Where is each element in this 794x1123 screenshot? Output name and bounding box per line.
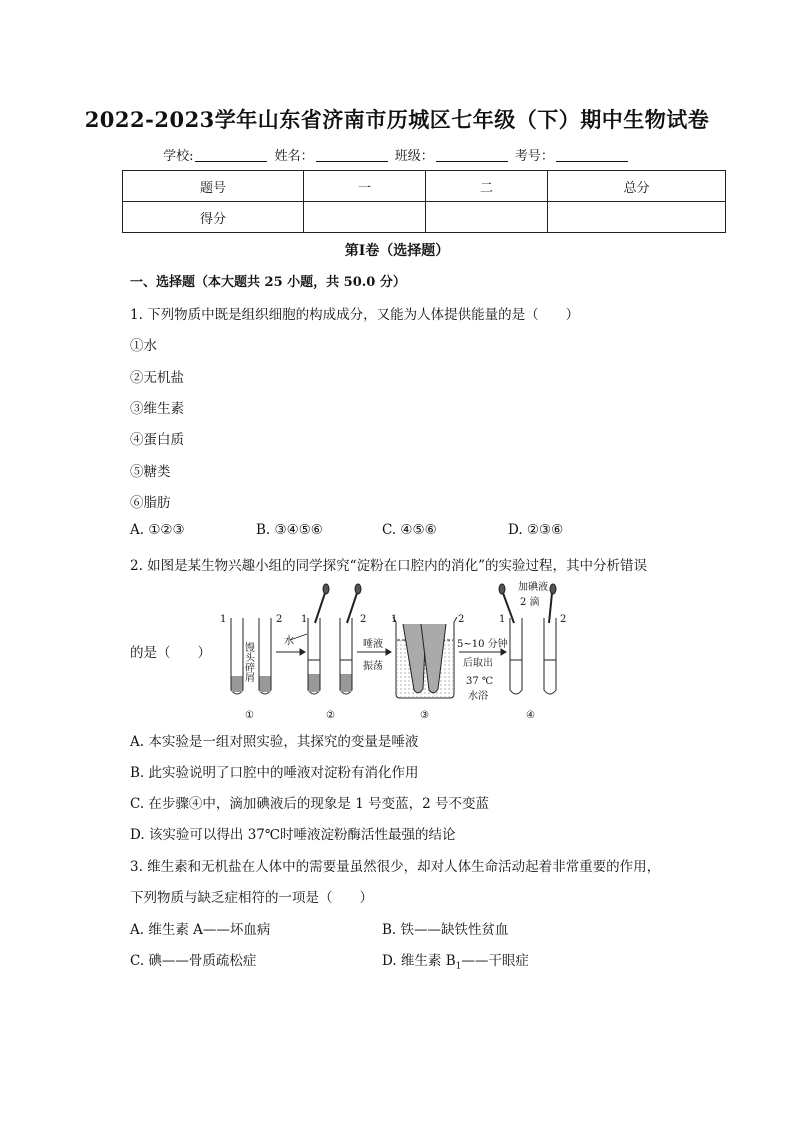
q3-option-b[interactable]: B. 铁——缺铁性贫血: [382, 922, 509, 938]
score-cell: 得分: [123, 202, 304, 233]
q1-option-c[interactable]: C. ④⑤⑥: [382, 522, 437, 538]
q2-stem-cont: 的是（ ）: [130, 645, 211, 661]
q1-stem: 1. 下列物质中既是组织细胞的构成成分，又能为人体提供能量的是（ ）: [130, 307, 580, 323]
step-label: ③: [420, 710, 429, 720]
score-input-cell[interactable]: [548, 202, 726, 233]
name-blank[interactable]: [316, 149, 388, 162]
q3-stem-cont: 下列物质与缺乏症相符的一项是（ ）: [130, 890, 373, 906]
q3-option-d[interactable]: [382, 949, 529, 972]
class-blank[interactable]: [436, 149, 508, 162]
test-tube-1-step1: [231, 618, 243, 694]
school-label: 学校:: [163, 149, 194, 164]
time-label: 5~10 分钟: [457, 639, 508, 650]
tube-number-label: 2: [560, 614, 567, 625]
name-label: 姓名：: [274, 149, 314, 164]
dropper-icon: [315, 584, 329, 623]
q1-item: ⑥脂肪: [130, 495, 171, 511]
class-label: 班级：: [394, 149, 434, 164]
q2-option-c[interactable]: C. 在步骤④中，滴加碘液后的现象是 1 号变蓝，2 号不变蓝: [130, 796, 489, 812]
q3-option-d-tail: ——干眼症: [461, 953, 529, 969]
test-tube-2-step4: [544, 618, 556, 694]
bath-label: 水浴: [468, 691, 488, 702]
test-tube-1-step2: [308, 618, 320, 694]
q3-option-c[interactable]: C. 碘——骨质疏松症: [130, 953, 257, 969]
tube-number-label: 1: [499, 614, 506, 625]
water-label: 水: [284, 636, 294, 647]
score-table: [122, 170, 726, 233]
q1-item: ③维生素: [130, 401, 184, 417]
exam-title: 2022-2023学年山东省济南市历城区七年级（下）期中生物试卷: [84, 107, 710, 132]
iodine-drops-label: 2 滴: [520, 597, 540, 608]
q1-option-d[interactable]: D. ②③⑥: [508, 522, 564, 538]
q3-option-d-text: D. 维生素 B: [382, 953, 456, 969]
q2-stem: 2. 如图是某生物兴趣小组的同学探究“淀粉在口腔内的消化”的实验过程，其中分析错误: [130, 558, 647, 574]
school-blank[interactable]: [195, 149, 267, 162]
score-table-header-row: [123, 171, 726, 202]
part-heading: 一、选择题（本大题共 25 小题，共 50.0 分）: [130, 275, 406, 290]
q1-item: ①水: [130, 338, 157, 354]
q1-option-b[interactable]: B. ③④⑤⑥: [256, 522, 323, 538]
tube-number-label: 1: [391, 614, 398, 625]
tube-number-label: 1: [301, 614, 308, 625]
tube-number-label: 1: [220, 614, 227, 625]
test-tube-1-step4: [510, 618, 522, 694]
tube-number-label: 2: [276, 614, 283, 625]
test-tube-2-step1: [259, 618, 271, 694]
step-label: ①: [245, 710, 254, 720]
score-cell: 二: [426, 171, 548, 202]
q3-stem: 3. 维生素和无机盐在人体中的需要量虽然很少，却对人体生命活动起着非常重要的作用，: [130, 859, 661, 875]
shake-label: 振荡: [363, 661, 383, 672]
q1-item: ④蛋白质: [130, 432, 184, 448]
section-heading: 第I卷（选择题）: [344, 243, 450, 259]
test-tube-2-step2: [340, 618, 352, 694]
q3-option-a[interactable]: A. 维生素 A——坏血病: [130, 922, 271, 938]
temp-label: 37 ℃: [466, 676, 494, 687]
takeout-label: 后取出: [463, 658, 493, 669]
tube-number-label: 2: [360, 614, 367, 625]
q1-item: ②无机盐: [130, 370, 184, 386]
step-label: ②: [326, 710, 335, 720]
score-cell: 一: [304, 171, 426, 202]
q1-option-a[interactable]: A. ①②③: [130, 522, 185, 538]
score-table-score-row: [123, 202, 726, 233]
experiment-figure: [200, 580, 600, 720]
score-input-cell[interactable]: [426, 202, 548, 233]
water-bath-beaker: [393, 617, 457, 698]
student-info-row: [0, 145, 794, 164]
score-cell: 题号: [123, 171, 304, 202]
dropper-icon: [347, 584, 361, 623]
q2-option-b[interactable]: B. 此实验说明了口腔中的唾液对淀粉有消化作用: [130, 765, 419, 781]
score-cell: 总分: [548, 171, 726, 202]
score-input-cell[interactable]: [304, 202, 426, 233]
tube-number-label: 2: [458, 614, 465, 625]
mantou-label: 馒头碎屑: [242, 642, 254, 682]
dropper-icon: [549, 584, 556, 623]
q2-option-d[interactable]: D. 该实验可以得出 37℃时唾液淀粉酶活性最强的结论: [130, 827, 456, 843]
exam-no-label: 考号：: [514, 149, 554, 164]
q1-item: ⑤糖类: [130, 464, 171, 480]
exam-no-blank[interactable]: [556, 149, 628, 162]
figure-labels: [220, 580, 566, 720]
q2-option-a[interactable]: A. 本实验是一组对照实验，其探究的变量是唾液: [130, 734, 419, 750]
step-label: ④: [526, 710, 535, 720]
iodine-label: 加碘液: [518, 582, 548, 593]
saliva-label: 唾液: [363, 639, 383, 650]
q3-option-d-subscript: 1: [455, 961, 462, 972]
